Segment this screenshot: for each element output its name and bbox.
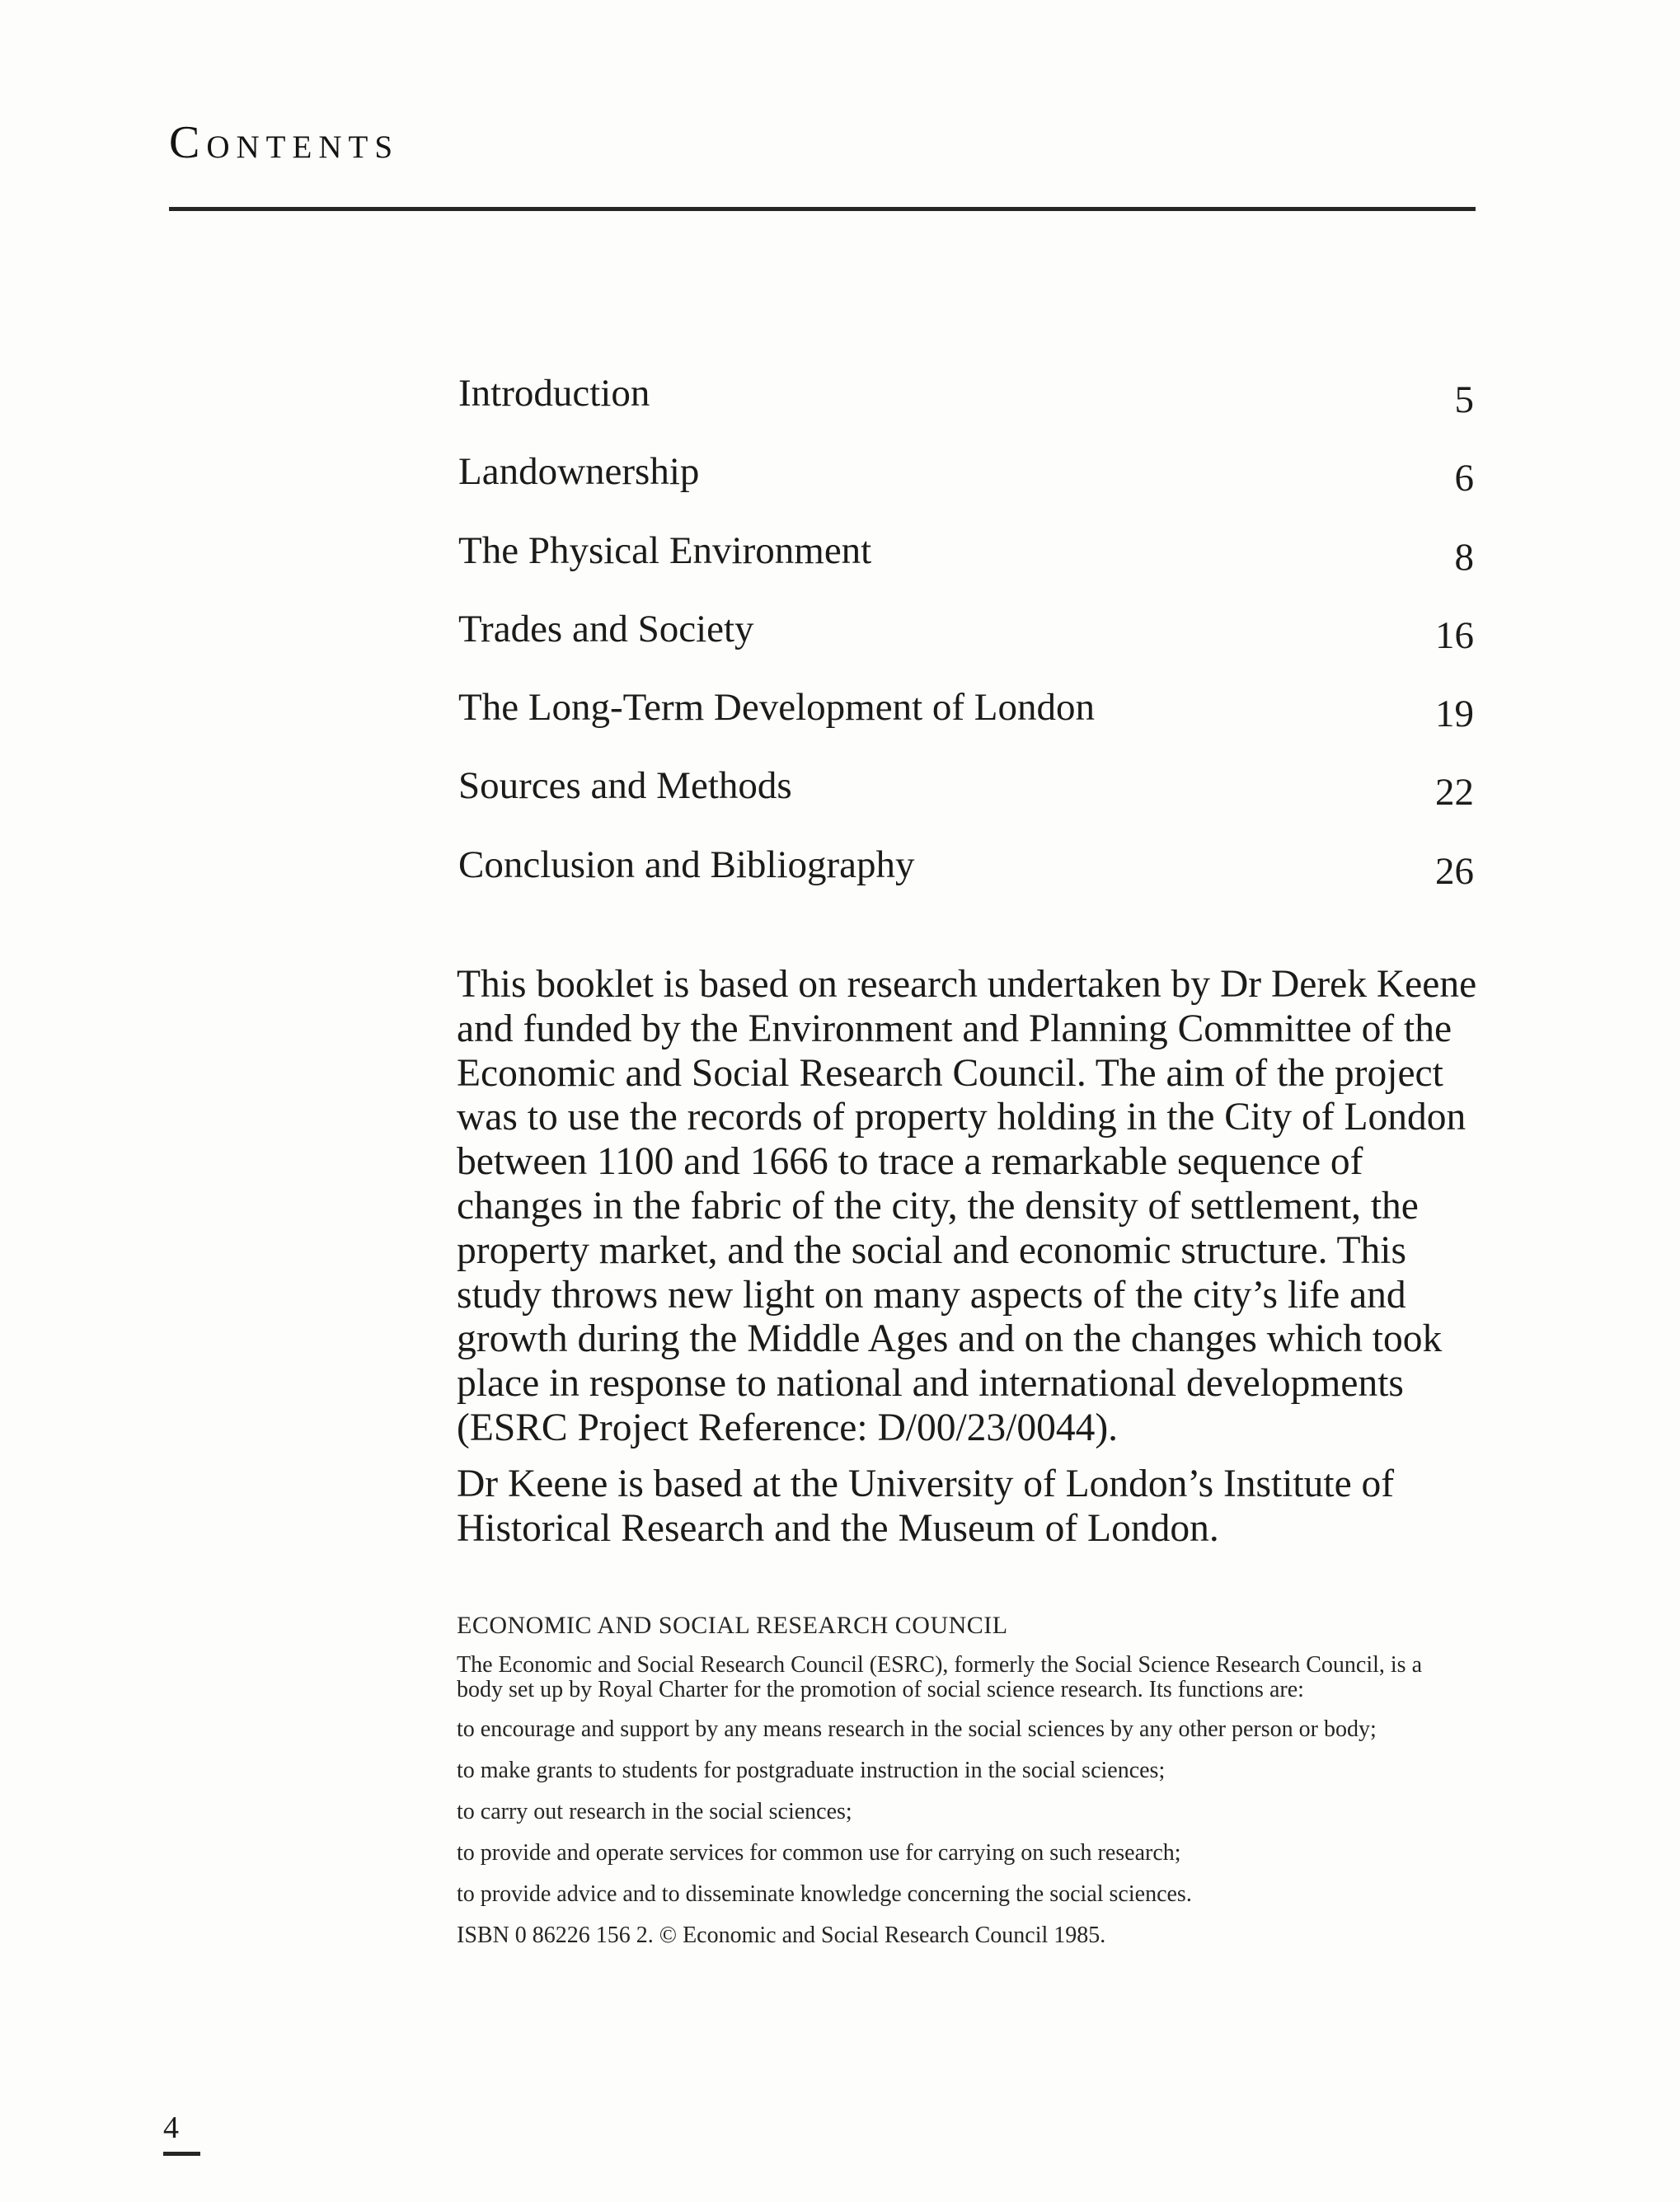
toc-entry-landownership (458, 438, 1474, 516)
toc-entry-title: Sources and Methods (458, 764, 792, 808)
toc-entry-page: 8 (1454, 535, 1474, 579)
esrc-heading: ECONOMIC AND SOCIAL RESEARCH COUNCIL (457, 1612, 1008, 1639)
toc-entry-page: 22 (1435, 771, 1474, 815)
toc-entry-conclusion-and-bibliography (458, 831, 1474, 909)
intro-paragraph-author: Dr Keene is based at the University of London’s Institute of Historical Research and the Museum of London. (457, 1462, 1395, 1550)
toc-entry-page: 16 (1435, 613, 1474, 657)
toc-entry-page: 6 (1454, 457, 1474, 500)
toc-entry-title: Conclusion and Bibliography (458, 843, 915, 886)
page-number: 4 (163, 2110, 179, 2145)
esrc-function-item: to provide advice and to disseminate knowledge concerning the social sciences. (457, 1881, 1192, 1907)
toc-entry-title: Landownership (458, 450, 700, 494)
esrc-function-item: to provide and operate services for common use for carrying on such research; (457, 1840, 1181, 1866)
toc-entry-title: Introduction (458, 372, 650, 415)
intro-paragraph-research: This booklet is based on research undertaken by Dr Derek Keene and funded by the Environment and Planning Committee of the Economic and Social Research Council. The aim of the project was to use the records of property holding in the City of London between 1100 and 1666 to trace a remarkable sequence of changes in the fabric of the city, the density of settlement, the property market, and the social and economic structure. This study throws new light on many aspects of the city’s life and growth during the Middle Ages and on the changes which took place in response to national and international developments (ESRC Project Reference: D/00/23/0044). (457, 963, 1477, 1449)
table-of-contents (458, 359, 1474, 909)
isbn-copyright: ISBN 0 86226 156 2. © Economic and Social Research Council 1985. (457, 1923, 1106, 1948)
heading-rule (169, 207, 1476, 211)
toc-entry-sources-and-methods (458, 752, 1474, 830)
booklet-introduction (457, 963, 1479, 1562)
esrc-notice (457, 1613, 1429, 1963)
esrc-function-item: to make grants to students for postgraduate instruction in the social sciences; (457, 1758, 1166, 1783)
esrc-function-item: to encourage and support by any means research in the social sciences by any other person or body; (457, 1716, 1377, 1742)
toc-entry-introduction (458, 359, 1474, 438)
esrc-function-item: to carry out research in the social sciences; (457, 1799, 852, 1824)
toc-entry-title: Trades and Society (458, 607, 754, 650)
toc-entry-page: 19 (1435, 693, 1474, 736)
esrc-description: The Economic and Social Research Council (ESRC), formerly the Social Science Research Council, is a body set up by Royal Charter for the promotion of social science research. Its functions are: (457, 1652, 1422, 1702)
toc-entry-page: 5 (1454, 378, 1474, 421)
esrc-functions-list (457, 1717, 1429, 1907)
toc-entry-physical-environment (458, 517, 1474, 595)
toc-entry-trades-and-society (458, 595, 1474, 674)
toc-entry-long-term-development (458, 674, 1474, 752)
toc-entry-title: The Long-Term Development of London (458, 686, 1095, 730)
page-heading: Contents (169, 117, 400, 168)
toc-entry-page: 26 (1435, 849, 1474, 893)
toc-entry-title: The Physical Environment (458, 528, 872, 572)
page-number-rule (163, 2152, 200, 2156)
